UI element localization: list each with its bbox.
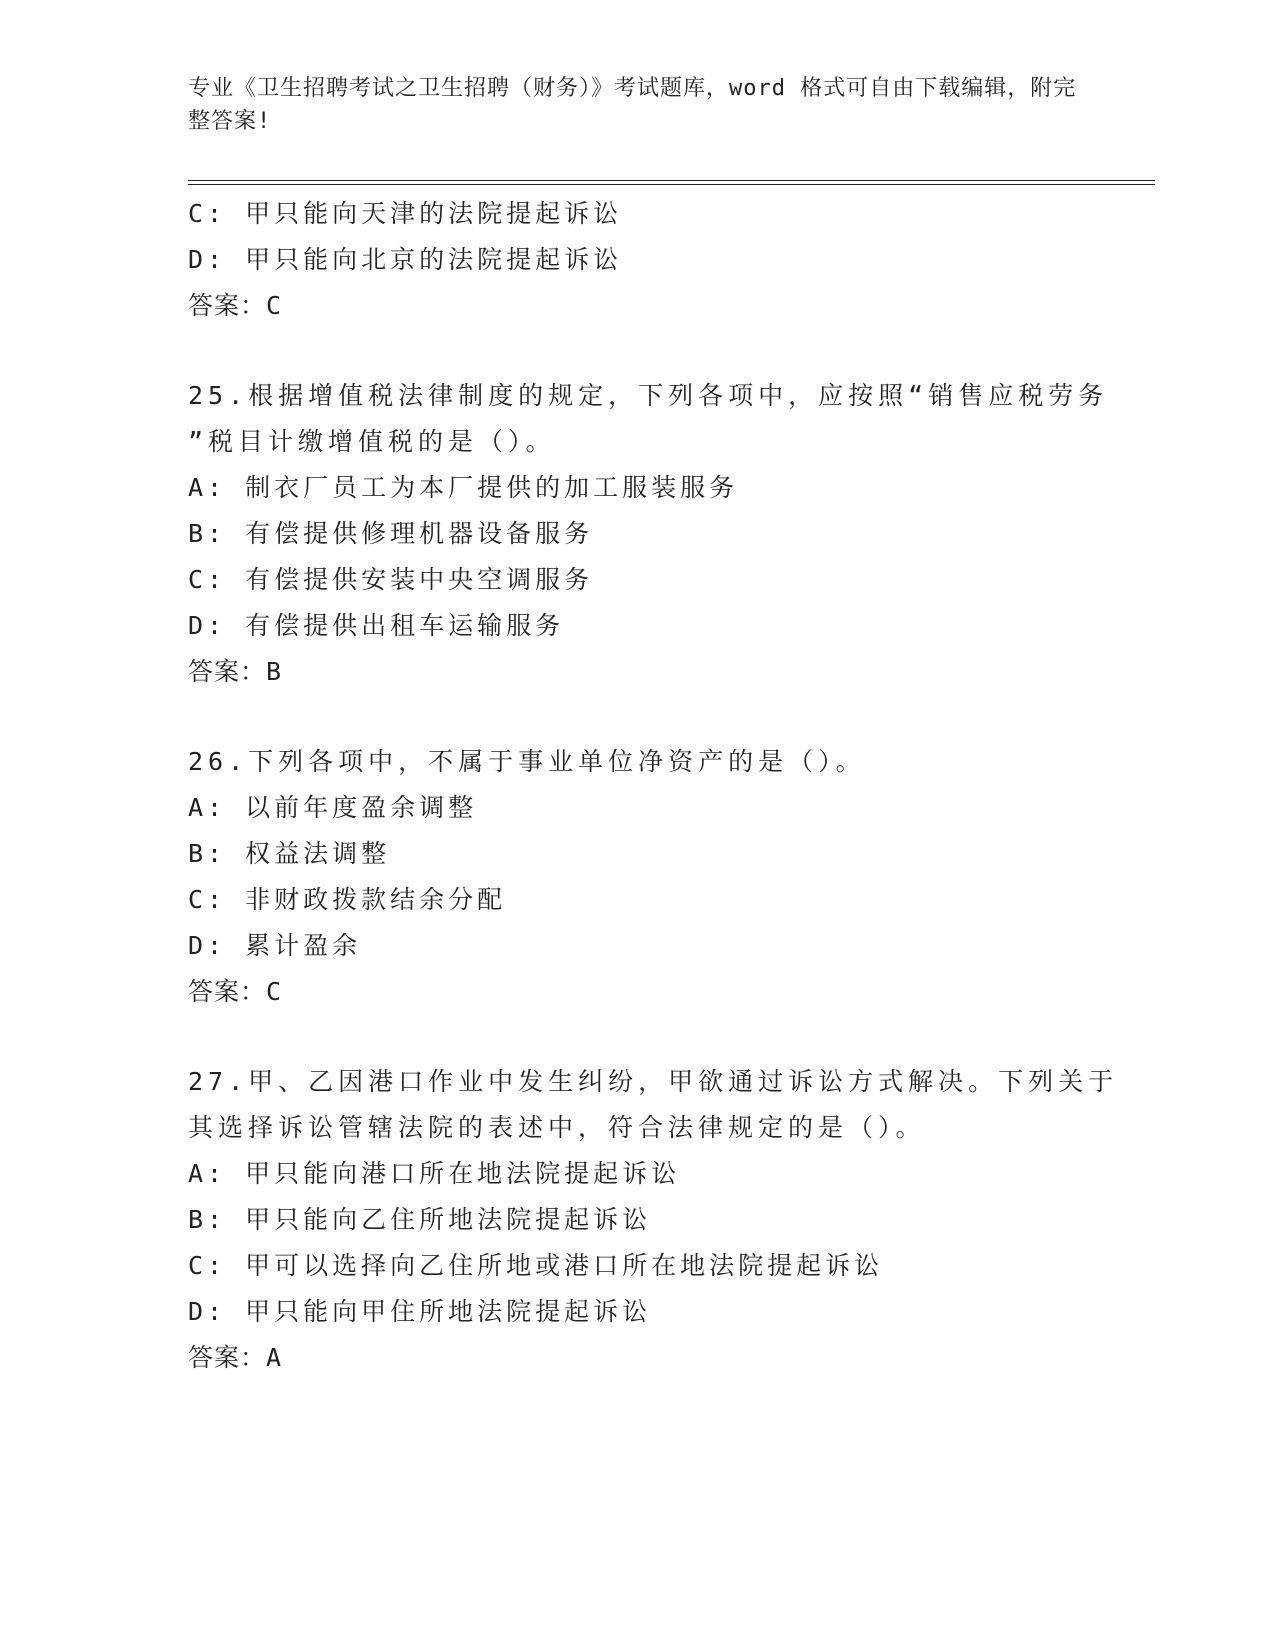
answer-line [188,1335,1088,1381]
answer-label: 答案： [188,1343,267,1372]
option-b: B: 有偿提供修理机器设备服务 [188,519,594,548]
document-header: 专业《卫生招聘考试之卫生招聘（财务）》考试题库，word 格式可自由下载编辑，附完整答案! [188,76,1077,134]
question-stem-line: 26.下列各项中，不属于事业单位净资产的是（）。 [188,747,866,776]
answer-value: C [266,291,283,320]
question-stem-line: ”税目计缴增值税的是（）。 [188,427,556,456]
question-26 [188,739,1088,1015]
option-d: D: 累计盈余 [188,931,362,960]
option-c: C: 有偿提供安装中央空调服务 [188,565,594,594]
option-b: B: 权益法调整 [188,839,391,868]
option-b: B: 甲只能向乙住所地法院提起诉讼 [188,1205,652,1234]
option-c: C: 非财政拨款结余分配 [188,885,507,914]
answer-value: C [266,977,283,1006]
answer-label: 答案： [188,291,267,320]
option-d: D: 有偿提供出租车运输服务 [188,611,565,640]
spacer [188,1015,1088,1059]
question-list [188,191,1119,1381]
option-a: A: 甲只能向港口所在地法院提起诉讼 [188,1159,681,1188]
question-stem-line: 其选择诉讼管辖法院的表述中，符合法律规定的是（）。 [188,1113,926,1142]
option-d: D: 甲只能向甲住所地法院提起诉讼 [188,1297,652,1326]
answer-label: 答案： [188,657,267,686]
option-a: A: 制衣厂员工为本厂提供的加工服装服务 [188,473,739,502]
header-rule-top [188,180,1155,181]
question-24-continuation [188,191,1088,329]
option-c: C: 甲可以选择向乙住所地或港口所在地法院提起诉讼 [188,1251,884,1280]
question-stem-line: 25.根据增值税法律制度的规定，下列各项中，应按照“销售应税劳务 [188,381,1109,410]
answer-line [188,649,1088,695]
spacer [188,695,1088,739]
question-27 [188,1059,1119,1381]
answer-value: A [266,1343,283,1372]
question-stem-line: 27.甲、乙因港口作业中发生纠纷，甲欲通过诉讼方式解决。下列关于 [188,1067,1119,1096]
header-rule-bottom [188,184,1155,185]
answer-line [188,283,1088,329]
spacer [188,329,1088,373]
option-d: D: 甲只能向北京的法院提起诉讼 [188,245,623,274]
option-a: A: 以前年度盈余调整 [188,793,478,822]
option-c: C: 甲只能向天津的法院提起诉讼 [188,199,623,228]
question-25 [188,373,1109,695]
answer-value: B [266,657,283,686]
answer-line [188,969,1088,1015]
answer-label: 答案： [188,977,267,1006]
